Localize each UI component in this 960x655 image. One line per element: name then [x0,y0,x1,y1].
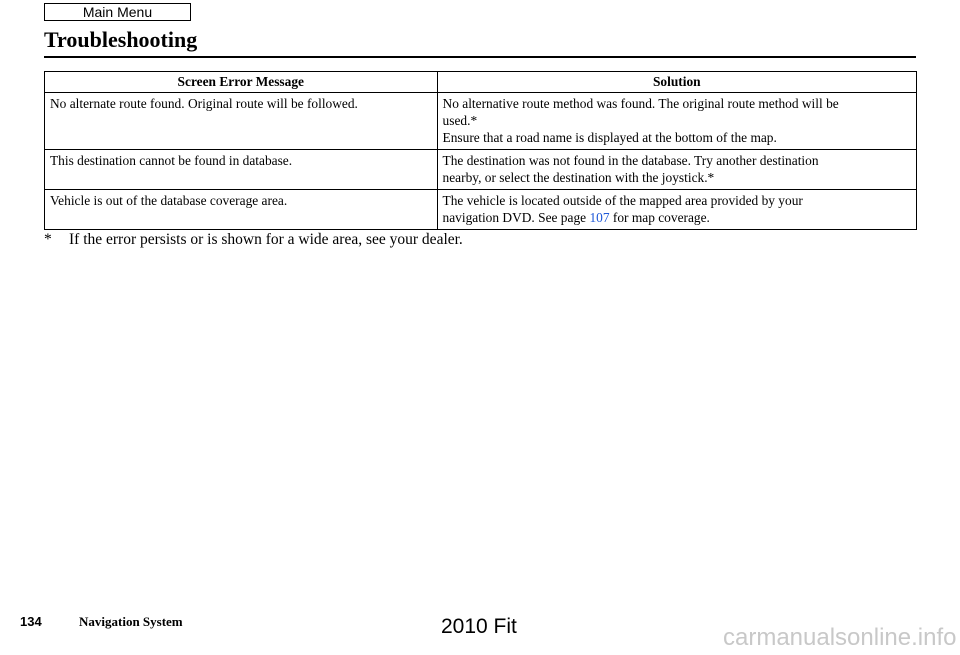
main-menu-button[interactable]: Main Menu [44,3,191,21]
error-message-cell: Vehicle is out of the database coverage area. [45,190,438,230]
page-title: Troubleshooting [44,27,198,52]
error-message-cell: This destination cannot be found in database. [45,150,438,190]
footnote-mark: * [44,231,52,248]
solution-text: The destination was not found in the database. Try another destination [442,153,819,168]
table-row [45,93,917,150]
table-row [45,150,917,190]
table-header-row [45,72,917,93]
solution-cell [437,150,916,190]
solution-text: nearby, or select the destination with the joystick.* [442,170,715,185]
footer-section-title: Navigation System [79,614,183,629]
page-link-107[interactable]: 107 [589,210,610,225]
solution-text [443,209,912,226]
column-header-solution: Solution [437,72,916,93]
error-message-cell: No alternate route found. Original route will be followed. [45,93,438,150]
solution-text: No alternative route method was found. The original route method will be [442,96,839,111]
model-label: 2010 Fit [441,615,517,638]
solution-text: The vehicle is located outside of the mapped area provided by your [442,193,803,208]
footnote-text: If the error persists or is shown for a wide area, see your dealer. [69,231,463,248]
title-divider [44,56,916,58]
footnote [44,230,463,250]
error-message-table [44,71,917,230]
watermark: carmanualsonline.info [723,624,957,651]
solution-cell [437,190,916,230]
solution-text: used.* [442,113,478,128]
column-header-error-message: Screen Error Message [45,72,438,93]
solution-text-post: for map coverage. [609,210,710,225]
solution-text: Ensure that a road name is displayed at the bottom of the map. [442,130,777,145]
page-number: 134 [20,614,42,629]
solution-cell [437,93,916,150]
solution-text-pre: navigation DVD. See page [442,210,590,225]
table-row [45,190,917,230]
